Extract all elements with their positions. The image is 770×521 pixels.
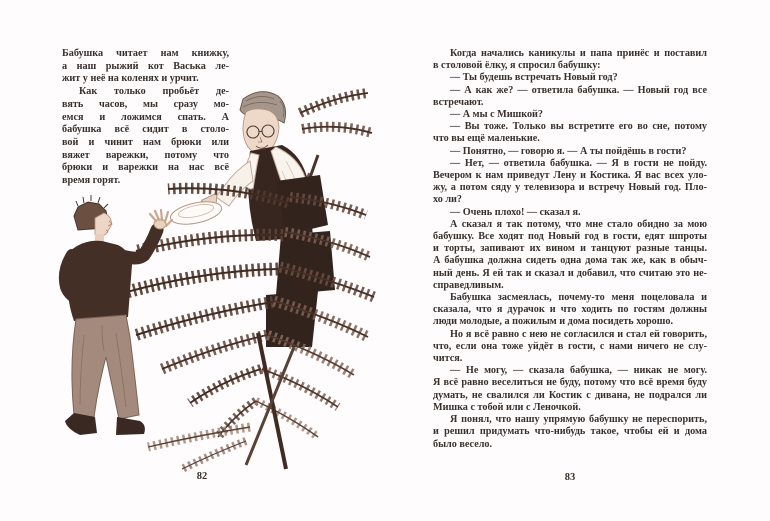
page-number-left: 82 bbox=[196, 471, 208, 482]
text-line: — А как же? — ответила бабушка. — Новый год все bbox=[450, 84, 707, 96]
boy-figure bbox=[65, 195, 172, 435]
text-line: люди молодые, а пожилым и дома посидеть хорошо. bbox=[433, 316, 674, 328]
text-line: — Понятно, — говорю я. — А ты пойдёшь в гости? bbox=[450, 145, 687, 157]
text-line: — А мы с Мишкой? bbox=[450, 109, 544, 121]
text-line: Но я всё равно с нею не согласился и стал ей говорить, bbox=[450, 328, 707, 340]
text-line: справедливым. bbox=[433, 279, 504, 291]
text-line: жит у неё на коленях и урчит. bbox=[62, 73, 199, 85]
text-line: Я понял, что нашу упрямую бабушку не переспорить, bbox=[450, 414, 707, 426]
illustration-svg bbox=[50, 85, 380, 475]
illustration-grandma-boy-fir-tree bbox=[50, 85, 380, 475]
text-line: жу, а потом сяду у телевизора и встречу Новый год. Пло- bbox=[433, 182, 707, 194]
text-line: бабушка всё сидит в столо- bbox=[62, 124, 229, 136]
text-line: — Вы тоже. Только вы встретите его во сне, потому bbox=[450, 121, 707, 133]
boy-trousers bbox=[72, 315, 139, 419]
text-line: вой и чинит нам брюки или bbox=[62, 136, 229, 148]
text-line: Когда начались каникулы и папа принёс и поставил bbox=[450, 48, 707, 59]
text-line: брюки и варежки на нас всё bbox=[62, 162, 229, 174]
text-line: — Очень плохо! — сказал я. bbox=[450, 206, 581, 218]
tree-top-branches bbox=[300, 93, 372, 133]
text-line: Вечером к нам приведут Лену и Костика. Я вас всех уло- bbox=[433, 170, 707, 182]
page-number-right: 83 bbox=[564, 472, 576, 483]
text-line: что вы ещё маленькие. bbox=[433, 133, 540, 145]
text-line: было весело. bbox=[433, 438, 493, 450]
text-line: хо ли? bbox=[433, 194, 463, 206]
boy-raised-arm bbox=[114, 230, 157, 258]
right-text-column bbox=[433, 48, 707, 451]
text-line: а наш рыжий кот Васька ле- bbox=[62, 60, 229, 72]
text-line: — Нет, — ответила бабушка. — Я в гости не пойду. bbox=[450, 157, 707, 169]
text-line: и торты, запивают их вином и танцуют разные танцы. bbox=[433, 243, 707, 255]
fir-tree bbox=[116, 93, 374, 469]
boy-shoe-right bbox=[116, 417, 145, 435]
text-line: Как только пробьёт де- bbox=[79, 86, 229, 98]
text-line: в столовой ёлку, я спросил бабушку: bbox=[433, 60, 601, 72]
text-line: Бабушка засмеялась, почему-то меня поцеловала и bbox=[450, 292, 707, 304]
text-line: думать, не свалился ли Костик с дивана, не подрался ли bbox=[433, 389, 707, 401]
text-line: время горят. bbox=[62, 175, 121, 187]
text-line: чится. bbox=[433, 353, 463, 365]
text-line: встречают. bbox=[433, 96, 484, 108]
text-line: и решил придумать что-нибудь такое, чтобы ей и дома bbox=[433, 426, 707, 438]
text-line: А бабушка должна сидеть одна дома так же, как в обыч- bbox=[433, 255, 707, 267]
text-line: сказала, что я дурачок и что ходить по гостям должны bbox=[433, 304, 707, 316]
text-line: вять часов, мы сразу мо- bbox=[62, 98, 229, 110]
text-line: — Ты будешь встречать Новый год? bbox=[450, 72, 618, 84]
text-line: Бабушка читает нам книжку, bbox=[62, 48, 229, 59]
text-line: ный день. Я ей так и сказал и добавил, что считаю это не- bbox=[433, 267, 707, 279]
text-line: вяжет варежки, потому что bbox=[62, 149, 229, 161]
text-line: — Не могу, — сказала бабушка, — никак не могу. bbox=[450, 365, 707, 377]
text-line: бабушку. Все ходят под Новый год в гости, едят шпроты bbox=[433, 231, 707, 243]
text-line: А сказал я так потому, что мне стало обидно за мою bbox=[450, 218, 707, 230]
text-line: Мишка с тобой или с Леночкой. bbox=[433, 401, 581, 413]
text-line: Я всё равно веселиться не буду, потому что всё время буду bbox=[433, 377, 707, 389]
text-line: емся и ложимся спать. А bbox=[62, 111, 229, 123]
text-line: что, если она тоже уйдёт в гости, с нами ничего не слу- bbox=[433, 340, 707, 352]
grandmother-sleeve bbox=[216, 161, 253, 206]
basin bbox=[168, 198, 223, 228]
